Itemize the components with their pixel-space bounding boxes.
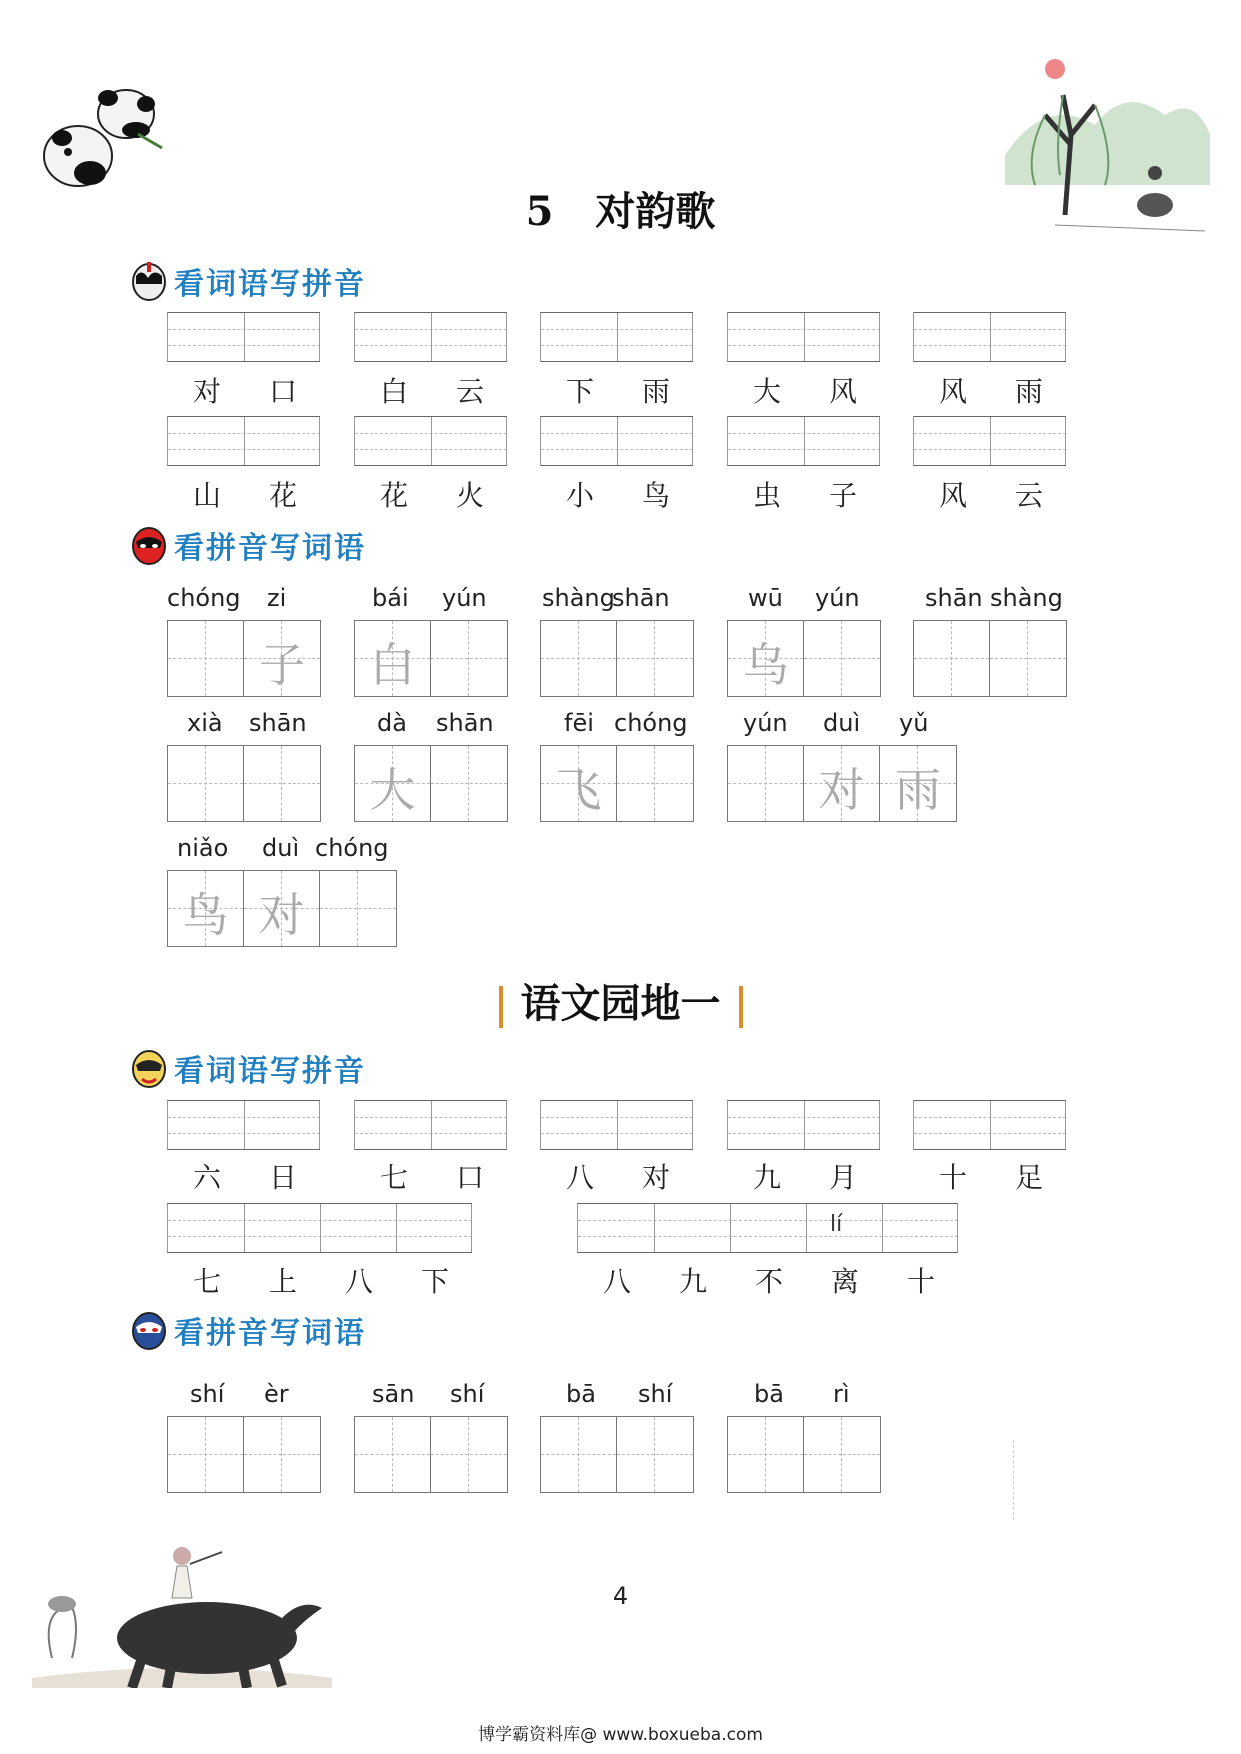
word-char: 雨 bbox=[642, 375, 671, 408]
word-char: 云 bbox=[1015, 479, 1044, 512]
title-bar-left bbox=[499, 986, 503, 1028]
pinyin-hint: lí bbox=[830, 1212, 843, 1237]
pinyin-label: wū bbox=[748, 584, 783, 612]
trace-char: 雨 bbox=[895, 763, 941, 817]
opera-mask-icon bbox=[130, 524, 168, 566]
writing-grid[interactable] bbox=[167, 1416, 321, 1493]
opera-mask-icon bbox=[130, 1047, 168, 1089]
writing-grid[interactable] bbox=[727, 745, 957, 822]
word-char: 口 bbox=[269, 375, 298, 408]
word-char: 下 bbox=[421, 1265, 450, 1298]
pinyin-label: xià bbox=[187, 709, 223, 737]
lesson-name: 对韵歌 bbox=[595, 188, 716, 235]
word-char: 月 bbox=[829, 1161, 858, 1194]
word-char: 子 bbox=[829, 479, 858, 512]
trace-char: 乌 bbox=[742, 638, 789, 692]
word-char: 云 bbox=[456, 375, 485, 408]
writing-grid[interactable] bbox=[167, 745, 321, 822]
writing-grid[interactable] bbox=[167, 620, 321, 697]
pinyin-label: shí bbox=[190, 1380, 225, 1408]
pinyin-box[interactable] bbox=[577, 1203, 958, 1253]
word-char: 八 bbox=[603, 1265, 632, 1298]
garden-title bbox=[0, 972, 1241, 1029]
pinyin-box[interactable] bbox=[913, 1100, 1066, 1150]
trace-char: 对 bbox=[258, 888, 305, 942]
trace-char: 对 bbox=[818, 763, 865, 817]
pinyin-box[interactable] bbox=[167, 1203, 472, 1253]
word-char: 风 bbox=[939, 375, 968, 408]
word-char: 足 bbox=[1015, 1161, 1044, 1194]
writing-grid[interactable] bbox=[354, 1416, 508, 1493]
writing-grid[interactable] bbox=[540, 745, 694, 822]
pinyin-box[interactable] bbox=[167, 1100, 320, 1150]
pinyin-label: duì bbox=[823, 709, 861, 737]
writing-grid[interactable] bbox=[540, 1416, 694, 1493]
trace-char: 大 bbox=[369, 763, 416, 817]
word-char: 鸟 bbox=[642, 479, 671, 512]
trace-char: 飞 bbox=[555, 763, 602, 817]
writing-grid[interactable] bbox=[354, 620, 508, 697]
word-char: 花 bbox=[380, 479, 409, 512]
section-heading-look-pinyin bbox=[130, 1307, 366, 1353]
divider bbox=[1013, 1440, 1014, 1520]
pinyin-label: chóng bbox=[614, 709, 688, 737]
pinyin-label: yǔ bbox=[899, 709, 929, 737]
word-char: 十 bbox=[939, 1161, 968, 1194]
pinyin-label: rì bbox=[833, 1380, 850, 1408]
word-char: 九 bbox=[753, 1161, 782, 1194]
pinyin-label: shān bbox=[249, 709, 307, 737]
pinyin-label: yún bbox=[815, 584, 860, 612]
opera-mask-icon bbox=[130, 260, 168, 302]
word-char: 离 bbox=[831, 1265, 860, 1298]
word-char: 风 bbox=[939, 479, 968, 512]
word-char: 对 bbox=[642, 1161, 671, 1194]
pinyin-label: shí bbox=[638, 1380, 673, 1408]
pinyin-box[interactable] bbox=[727, 1100, 880, 1150]
pinyin-box[interactable] bbox=[913, 416, 1066, 466]
word-char: 白 bbox=[380, 375, 409, 408]
pinyin-label: zi bbox=[267, 584, 287, 612]
pinyin-label: chóng bbox=[315, 834, 389, 862]
pinyin-box[interactable] bbox=[354, 1100, 507, 1150]
word-char: 雨 bbox=[1015, 375, 1044, 408]
section-label: 看词语写拼音 bbox=[174, 1054, 366, 1089]
pinyin-label: èr bbox=[264, 1380, 289, 1408]
pinyin-label: bái bbox=[372, 584, 409, 612]
pinyin-label: chóng bbox=[167, 584, 241, 612]
word-char: 九 bbox=[679, 1265, 708, 1298]
trace-char: 子 bbox=[259, 638, 305, 692]
word-char: 火 bbox=[456, 479, 485, 512]
pinyin-label: shān bbox=[612, 584, 670, 612]
lesson-title bbox=[0, 180, 1241, 237]
word-char: 不 bbox=[755, 1265, 784, 1298]
word-char: 七 bbox=[380, 1161, 409, 1194]
section-label: 看词语写拼音 bbox=[174, 267, 366, 302]
pinyin-label: dà bbox=[377, 709, 407, 737]
word-char: 对 bbox=[193, 375, 222, 408]
writing-grid[interactable] bbox=[727, 1416, 881, 1493]
title-bar-right bbox=[739, 986, 743, 1028]
pinyin-box[interactable] bbox=[727, 312, 880, 362]
page-number: 4 bbox=[612, 1582, 629, 1610]
pinyin-label: yún bbox=[442, 584, 487, 612]
pinyin-label: shí bbox=[450, 1380, 485, 1408]
writing-grid[interactable] bbox=[913, 620, 1067, 697]
word-char: 小 bbox=[566, 479, 595, 512]
pinyin-box[interactable] bbox=[354, 312, 507, 362]
word-char: 虫 bbox=[753, 479, 782, 512]
pinyin-label: shàng bbox=[990, 584, 1063, 612]
word-char: 大 bbox=[753, 375, 782, 408]
section-heading-look-pinyin bbox=[130, 522, 366, 568]
word-char: 风 bbox=[829, 375, 858, 408]
section-heading-look-word bbox=[130, 258, 366, 304]
pinyin-box[interactable] bbox=[167, 312, 320, 362]
pinyin-label: bā bbox=[754, 1380, 784, 1408]
pinyin-box[interactable] bbox=[540, 1100, 693, 1150]
footer-watermark: 博学霸资料库@ www.boxueba.com bbox=[478, 1725, 763, 1745]
word-char: 八 bbox=[345, 1265, 374, 1298]
word-char: 山 bbox=[193, 479, 222, 512]
trace-char: 白 bbox=[369, 638, 416, 692]
section-label: 看拼音写词语 bbox=[174, 1316, 366, 1351]
word-char: 日 bbox=[269, 1161, 298, 1194]
pinyin-label: shān bbox=[436, 709, 494, 737]
pinyin-box[interactable] bbox=[540, 416, 693, 466]
opera-mask-icon bbox=[130, 1309, 168, 1351]
pinyin-label: fēi bbox=[564, 709, 594, 737]
writing-grid[interactable] bbox=[727, 620, 881, 697]
section-label: 看拼音写词语 bbox=[174, 531, 366, 566]
word-char: 八 bbox=[566, 1161, 595, 1194]
pinyin-label: bā bbox=[566, 1380, 596, 1408]
pinyin-label: sān bbox=[372, 1380, 415, 1408]
pinyin-box[interactable] bbox=[167, 416, 320, 466]
pinyin-label: yún bbox=[743, 709, 788, 737]
panda-illustration bbox=[38, 78, 168, 193]
pinyin-box[interactable] bbox=[540, 312, 693, 362]
pinyin-label: niǎo bbox=[177, 834, 229, 862]
word-char: 口 bbox=[456, 1161, 485, 1194]
trace-char: 鸟 bbox=[182, 888, 229, 942]
pinyin-label: shàng bbox=[542, 584, 615, 612]
word-char: 六 bbox=[193, 1161, 222, 1194]
garden-title-text: 语文园地一 bbox=[520, 980, 721, 1027]
word-char: 花 bbox=[269, 479, 298, 512]
pinyin-box[interactable] bbox=[354, 416, 507, 466]
flute-boy-on-buffalo-illustration bbox=[32, 1538, 332, 1688]
word-char: 上 bbox=[269, 1265, 298, 1298]
word-char: 十 bbox=[907, 1265, 936, 1298]
writing-grid[interactable] bbox=[167, 870, 397, 947]
pinyin-label: duì bbox=[262, 834, 300, 862]
word-char: 七 bbox=[193, 1265, 222, 1298]
pinyin-box[interactable] bbox=[913, 312, 1066, 362]
pinyin-label: shān bbox=[925, 584, 983, 612]
lesson-number: 5 bbox=[525, 188, 554, 235]
writing-grid[interactable] bbox=[540, 620, 694, 697]
pinyin-box[interactable] bbox=[727, 416, 880, 466]
word-char: 下 bbox=[566, 375, 595, 408]
section-heading-look-word bbox=[130, 1045, 366, 1091]
writing-grid[interactable] bbox=[354, 745, 508, 822]
